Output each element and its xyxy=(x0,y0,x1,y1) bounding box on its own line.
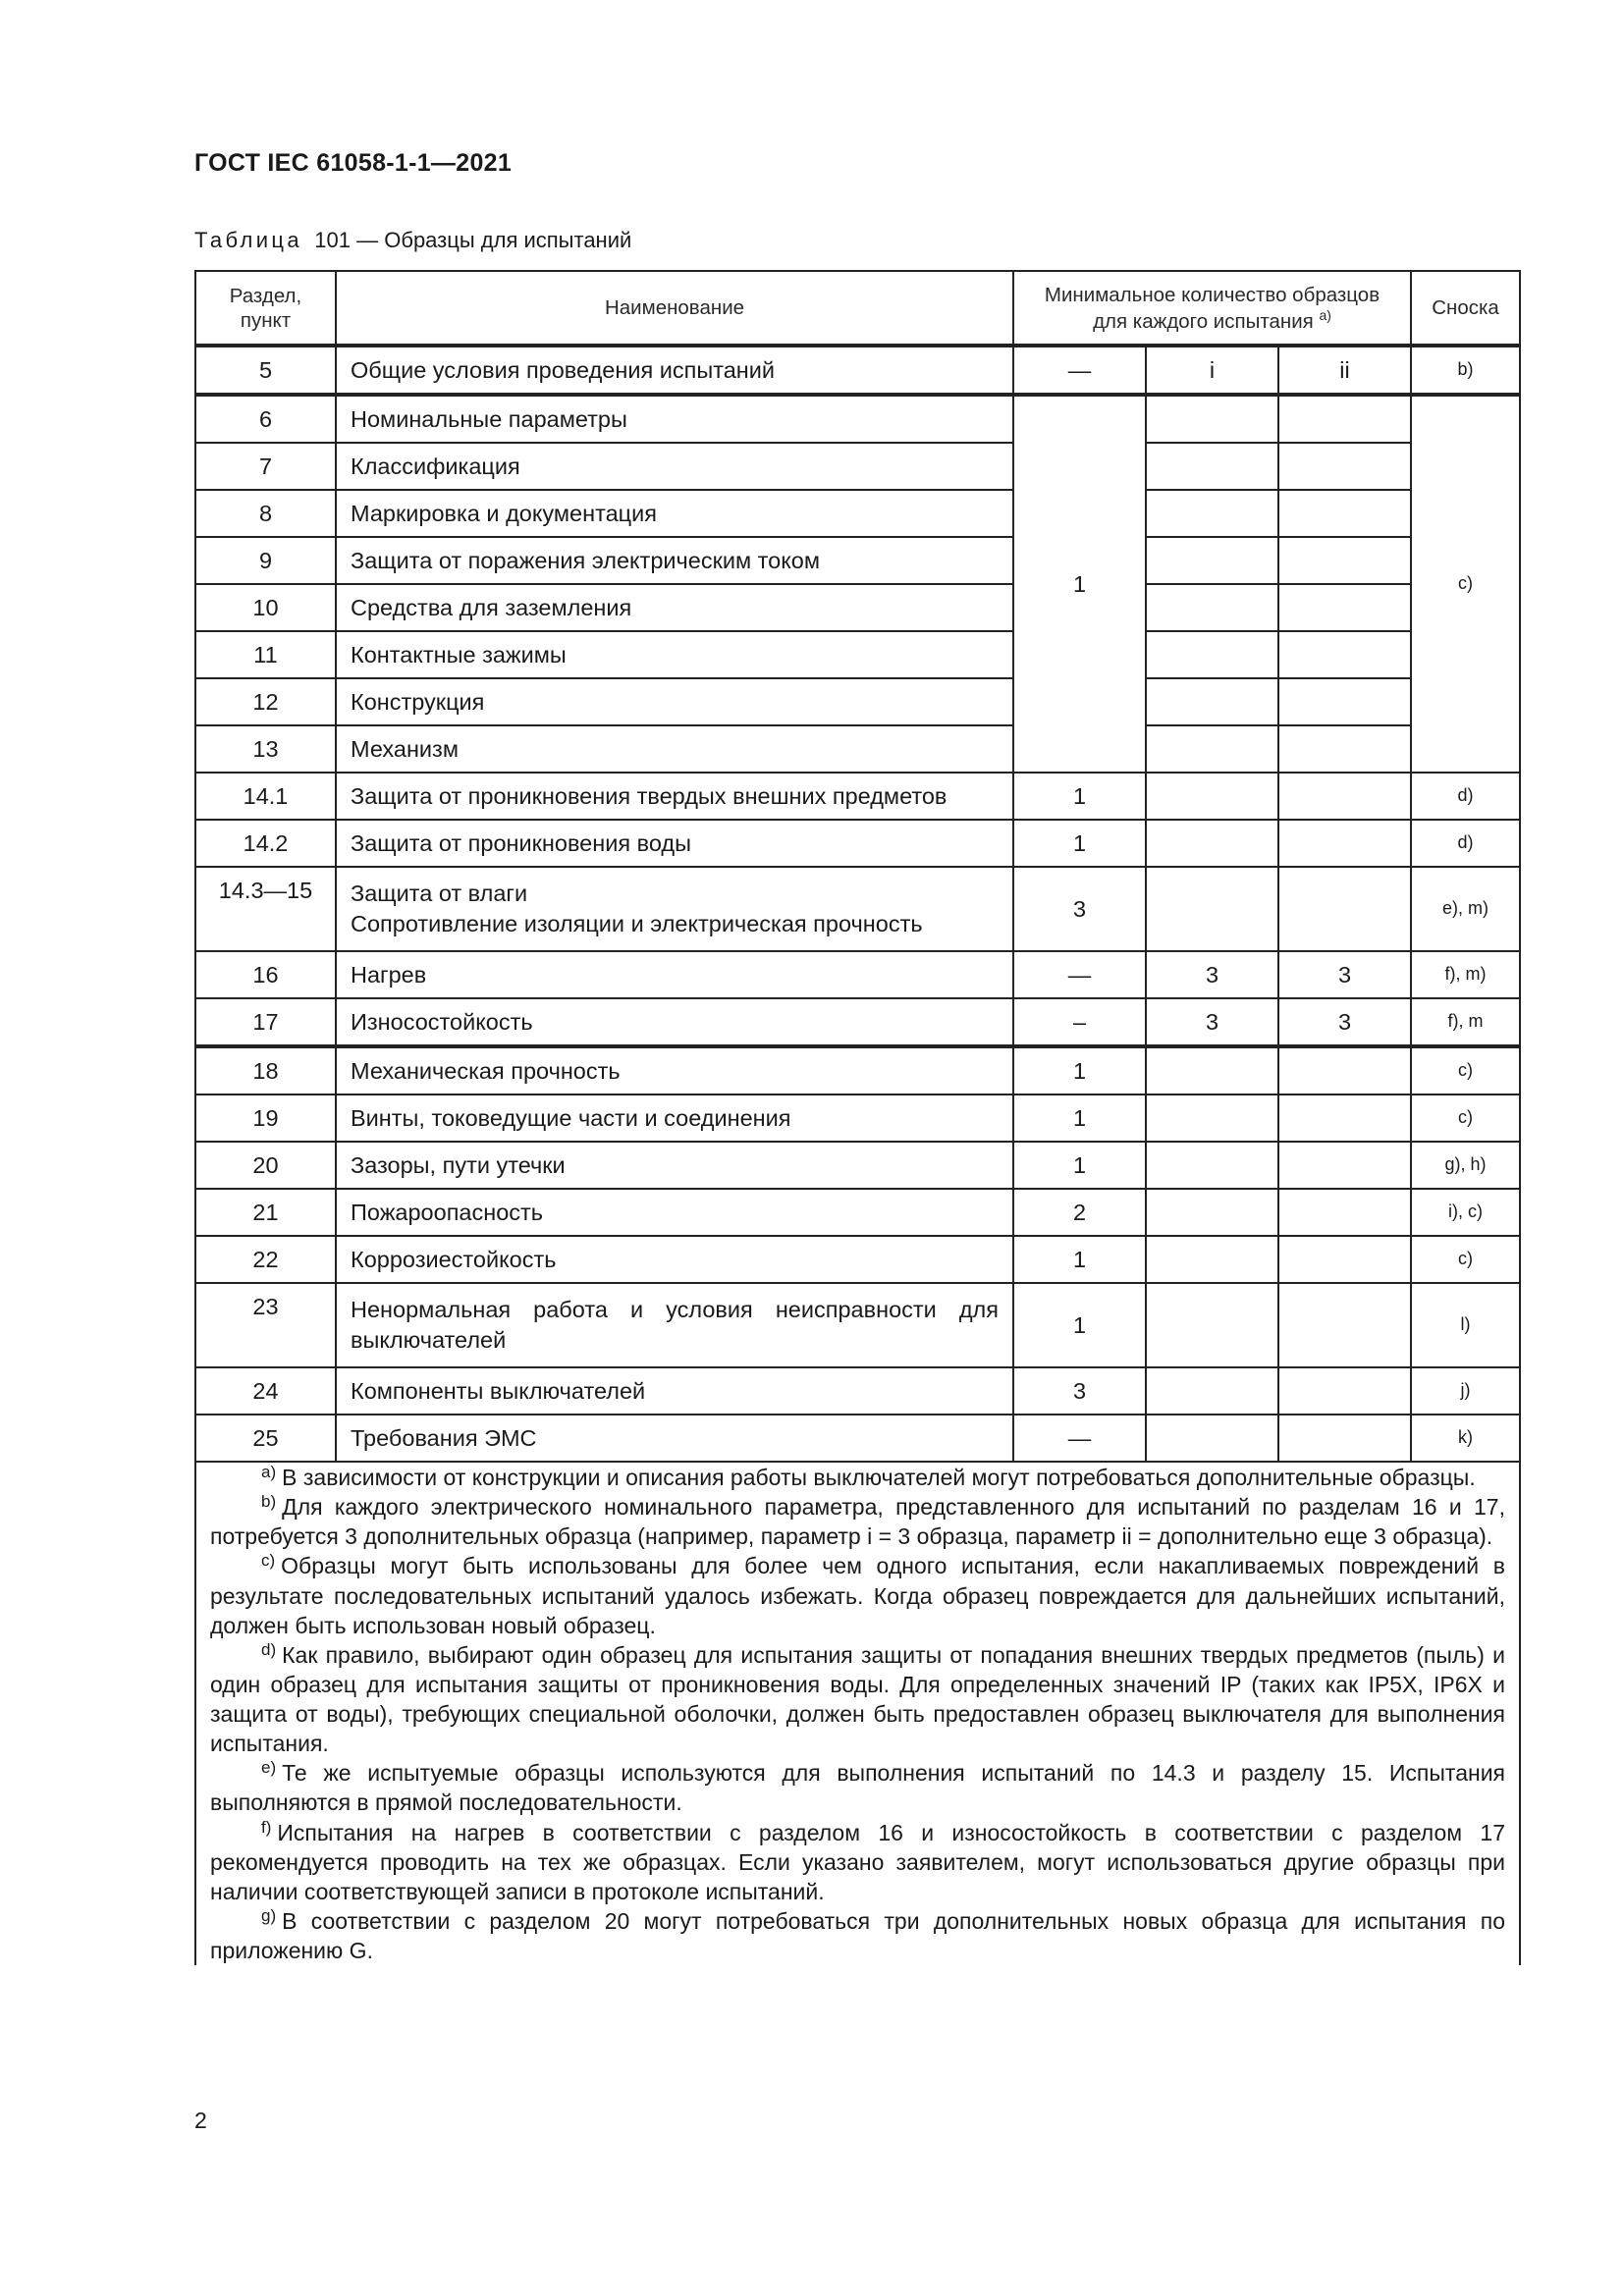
table-header-row xyxy=(195,271,1520,346)
row-value-1: 1 xyxy=(1013,1283,1146,1367)
table-row xyxy=(195,773,1520,820)
row-footnote: g), h) xyxy=(1411,1142,1520,1189)
row-value-2 xyxy=(1146,395,1278,443)
row-section: 20 xyxy=(195,1142,336,1189)
footnote-d xyxy=(210,1640,1505,1759)
row-footnote: b) xyxy=(1411,346,1520,395)
row-section: 7 xyxy=(195,443,336,490)
table-row xyxy=(195,537,1520,584)
footnote-mark: g) xyxy=(261,1905,277,1925)
row-value-3 xyxy=(1278,725,1411,773)
document-header: ГОСТ IEC 61058-1-1—2021 xyxy=(194,149,513,177)
row-value-1: — xyxy=(1013,951,1146,998)
row-footnote: f), m) xyxy=(1411,951,1520,998)
table-row xyxy=(195,951,1520,998)
row-value-2 xyxy=(1146,1142,1278,1189)
row-section: 14.1 xyxy=(195,773,336,820)
footnote-mark: f) xyxy=(261,1817,272,1837)
row-footnote: i), c) xyxy=(1411,1189,1520,1236)
table-caption-label: Таблица xyxy=(194,228,303,252)
row-value-2 xyxy=(1146,867,1278,951)
group-value-1: 1 xyxy=(1013,395,1146,773)
row-name: Классификация xyxy=(336,443,1013,490)
row-value-1: 3 xyxy=(1013,867,1146,951)
row-footnote: l) xyxy=(1411,1283,1520,1367)
row-section: 14.3—15 xyxy=(195,867,336,951)
table-footnotes xyxy=(195,1462,1520,1965)
row-value-2 xyxy=(1146,1367,1278,1415)
row-footnote: e), m) xyxy=(1411,867,1520,951)
row-footnote: c) xyxy=(1411,1095,1520,1142)
row-value-3 xyxy=(1278,395,1411,443)
row-value-1: 1 xyxy=(1013,1095,1146,1142)
footnote-mark: a) xyxy=(261,1463,277,1481)
row-value-2 xyxy=(1146,1415,1278,1462)
row-name: Номинальные параметры xyxy=(336,395,1013,443)
row-value-2 xyxy=(1146,1236,1278,1283)
header-min-samples xyxy=(1013,271,1411,346)
row-value-1: – xyxy=(1013,998,1146,1046)
row-section: 6 xyxy=(195,395,336,443)
row-value-2 xyxy=(1146,1046,1278,1095)
row-section: 11 xyxy=(195,631,336,678)
row-name: Пожароопасность xyxy=(336,1189,1013,1236)
row-section: 12 xyxy=(195,678,336,725)
row-value-1: 1 xyxy=(1013,1046,1146,1095)
row-name: Зазоры, пути утечки xyxy=(336,1142,1013,1189)
row-name: Защита от проникновения воды xyxy=(336,820,1013,867)
row-value-3 xyxy=(1278,1367,1411,1415)
table-row xyxy=(195,678,1520,725)
row-section: 21 xyxy=(195,1189,336,1236)
header-min-samples-text: Минимальное количество образцов для каждого испытания xyxy=(1044,283,1380,333)
header-section: Раздел, пункт xyxy=(195,271,336,346)
row-value-3 xyxy=(1278,773,1411,820)
row-name: Защита от поражения электрическим током xyxy=(336,537,1013,584)
table-row xyxy=(195,1367,1520,1415)
row-value-3: 3 xyxy=(1278,951,1411,998)
row-section: 8 xyxy=(195,490,336,537)
row-footnote: c) xyxy=(1411,1236,1520,1283)
row-section: 22 xyxy=(195,1236,336,1283)
table-row xyxy=(195,395,1520,443)
table-row xyxy=(195,346,1520,395)
row-value-3 xyxy=(1278,1236,1411,1283)
row-footnote: f), m xyxy=(1411,998,1520,1046)
row-value-3 xyxy=(1278,1095,1411,1142)
row-section: 17 xyxy=(195,998,336,1046)
row-value-1: — xyxy=(1013,346,1146,395)
row-section: 10 xyxy=(195,584,336,631)
row-name xyxy=(336,867,1013,951)
row-value-2 xyxy=(1146,537,1278,584)
row-name: Механическая прочность xyxy=(336,1046,1013,1095)
row-section: 23 xyxy=(195,1283,336,1367)
row-value-1: 1 xyxy=(1013,773,1146,820)
table-row xyxy=(195,1236,1520,1283)
row-name: Маркировка и документация xyxy=(336,490,1013,537)
table-row xyxy=(195,1189,1520,1236)
table-caption-title: 101 — Образцы для испытаний xyxy=(314,228,632,252)
table-row xyxy=(195,1095,1520,1142)
group-footnote: c) xyxy=(1411,395,1520,773)
footnote-text: Испытания на нагрев в соответствии с разделом 16 и износостойкость в соответствии с разделом 17 рекомендуется проводить на тех же образцах. Если указано заявителем, могут использоваться другие образцы при наличии соответствующей записи в протоколе испытаний. xyxy=(210,1819,1505,1904)
row-value-3 xyxy=(1278,537,1411,584)
row-name: Коррозиестойкость xyxy=(336,1236,1013,1283)
row-value-3 xyxy=(1278,1046,1411,1095)
row-footnote: d) xyxy=(1411,820,1520,867)
table-row xyxy=(195,725,1520,773)
footnote-a xyxy=(210,1463,1505,1492)
footnote-mark: c) xyxy=(261,1551,276,1571)
footnote-text: Образцы могут быть использованы для более чем одного испытания, если накапливаемых повреждений в результате последовательных испытаний удалось избежать. Когда образец повреждается для дальнейших испытаний, должен быть использован новый образец. xyxy=(210,1553,1505,1638)
row-name: Общие условия проведения испытаний xyxy=(336,346,1013,395)
row-value-3 xyxy=(1278,443,1411,490)
row-value-1: 1 xyxy=(1013,1236,1146,1283)
header-name: Наименование xyxy=(336,271,1013,346)
row-value-2: i xyxy=(1146,346,1278,395)
footnote-c xyxy=(210,1551,1505,1639)
footnote-mark: d) xyxy=(261,1639,277,1659)
footnote-mark: b) xyxy=(261,1492,277,1512)
row-name: Защита от проникновения твердых внешних предметов xyxy=(336,773,1013,820)
row-name: Износостойкость xyxy=(336,998,1013,1046)
table-caption xyxy=(194,228,631,253)
row-value-2 xyxy=(1146,1095,1278,1142)
samples-table xyxy=(194,270,1521,1965)
row-section: 25 xyxy=(195,1415,336,1462)
row-value-3 xyxy=(1278,490,1411,537)
footnote-b xyxy=(210,1492,1505,1551)
table-footnotes-row xyxy=(195,1462,1520,1965)
footnote-text: Для каждого электрического номинального параметра, представленного для испытаний по разделам 16 и 17, потребуется 3 дополнительных образца (например, параметр i = 3 образца, параметр ii = дополнительно еще 3 образца). xyxy=(210,1494,1505,1550)
row-value-1: 3 xyxy=(1013,1367,1146,1415)
table-row xyxy=(195,584,1520,631)
row-value-3 xyxy=(1278,1142,1411,1189)
row-value-1: 1 xyxy=(1013,820,1146,867)
table-row xyxy=(195,1046,1520,1095)
footnote-f xyxy=(210,1818,1505,1906)
row-section: 13 xyxy=(195,725,336,773)
row-value-2 xyxy=(1146,773,1278,820)
row-value-3 xyxy=(1278,631,1411,678)
row-section: 24 xyxy=(195,1367,336,1415)
row-footnote: j) xyxy=(1411,1367,1520,1415)
row-value-2 xyxy=(1146,678,1278,725)
table-row xyxy=(195,631,1520,678)
row-name: Средства для заземления xyxy=(336,584,1013,631)
row-name: Ненормальная работа и условия неисправности для выключателей xyxy=(336,1283,1013,1367)
row-value-1: 1 xyxy=(1013,1142,1146,1189)
row-name: Требования ЭМС xyxy=(336,1415,1013,1462)
row-value-1: 2 xyxy=(1013,1189,1146,1236)
row-footnote: k) xyxy=(1411,1415,1520,1462)
row-section: 14.2 xyxy=(195,820,336,867)
row-value-3 xyxy=(1278,584,1411,631)
row-name: Контактные зажимы xyxy=(336,631,1013,678)
row-value-3 xyxy=(1278,678,1411,725)
table-row xyxy=(195,998,1520,1046)
row-name: Механизм xyxy=(336,725,1013,773)
row-value-3: ii xyxy=(1278,346,1411,395)
footnote-text: В соответствии с разделом 20 могут потребоваться три дополнительных новых образца для испытания по приложению G. xyxy=(210,1907,1505,1963)
row-value-2 xyxy=(1146,490,1278,537)
table-row xyxy=(195,867,1520,951)
row-name-line-2: Сопротивление изоляции и электрическая прочность xyxy=(351,911,923,936)
table-row xyxy=(195,1283,1520,1367)
row-name-line-1: Защита от влаги xyxy=(351,881,528,907)
row-value-2 xyxy=(1146,631,1278,678)
row-name: Конструкция xyxy=(336,678,1013,725)
row-value-2 xyxy=(1146,820,1278,867)
row-value-2 xyxy=(1146,725,1278,773)
row-name: Нагрев xyxy=(336,951,1013,998)
row-name: Винты, токоведущие части и соединения xyxy=(336,1095,1013,1142)
row-value-2 xyxy=(1146,584,1278,631)
footnote-text: Как правило, выбирают один образец для испытания защиты от попадания внешних твердых предметов (пыль) и один образец для испытания защиты от проникновения воды. Для определенных значений IP (таких как IP5X, IP6X и защита от воды), требующих специальной оболочки, должен быть предоставлен образец выключателя для выполнения испытания. xyxy=(210,1641,1505,1757)
row-value-2 xyxy=(1146,1283,1278,1367)
row-section: 9 xyxy=(195,537,336,584)
row-name: Компоненты выключателей xyxy=(336,1367,1013,1415)
row-value-1: — xyxy=(1013,1415,1146,1462)
row-footnote: d) xyxy=(1411,773,1520,820)
row-value-3 xyxy=(1278,1415,1411,1462)
row-value-3 xyxy=(1278,1189,1411,1236)
footnote-e xyxy=(210,1758,1505,1817)
row-value-3: 3 xyxy=(1278,998,1411,1046)
table-row xyxy=(195,820,1520,867)
table-row xyxy=(195,443,1520,490)
footnote-mark: e) xyxy=(261,1758,277,1778)
header-footnote: Сноска xyxy=(1411,271,1520,346)
row-value-2 xyxy=(1146,443,1278,490)
table-row xyxy=(195,1415,1520,1462)
row-section: 16 xyxy=(195,951,336,998)
row-value-3 xyxy=(1278,867,1411,951)
row-section: 18 xyxy=(195,1046,336,1095)
row-value-3 xyxy=(1278,820,1411,867)
header-min-samples-note: a) xyxy=(1319,306,1331,323)
row-value-2: 3 xyxy=(1146,951,1278,998)
table-row xyxy=(195,1142,1520,1189)
row-value-2: 3 xyxy=(1146,998,1278,1046)
footnote-text: В зависимости от конструкции и описания работы выключателей могут потребоваться дополнительные образцы. xyxy=(282,1465,1476,1490)
row-value-2 xyxy=(1146,1189,1278,1236)
row-footnote: c) xyxy=(1411,1046,1520,1095)
table-row xyxy=(195,490,1520,537)
footnote-text: Те же испытуемые образцы используются для выполнения испытаний по 14.3 и разделу 15. Испытания выполняются в прямой последовательности. xyxy=(210,1760,1505,1816)
row-section: 5 xyxy=(195,346,336,395)
footnote-g xyxy=(210,1906,1505,1965)
row-value-3 xyxy=(1278,1283,1411,1367)
row-section: 19 xyxy=(195,1095,336,1142)
page-number: 2 xyxy=(194,2108,207,2133)
